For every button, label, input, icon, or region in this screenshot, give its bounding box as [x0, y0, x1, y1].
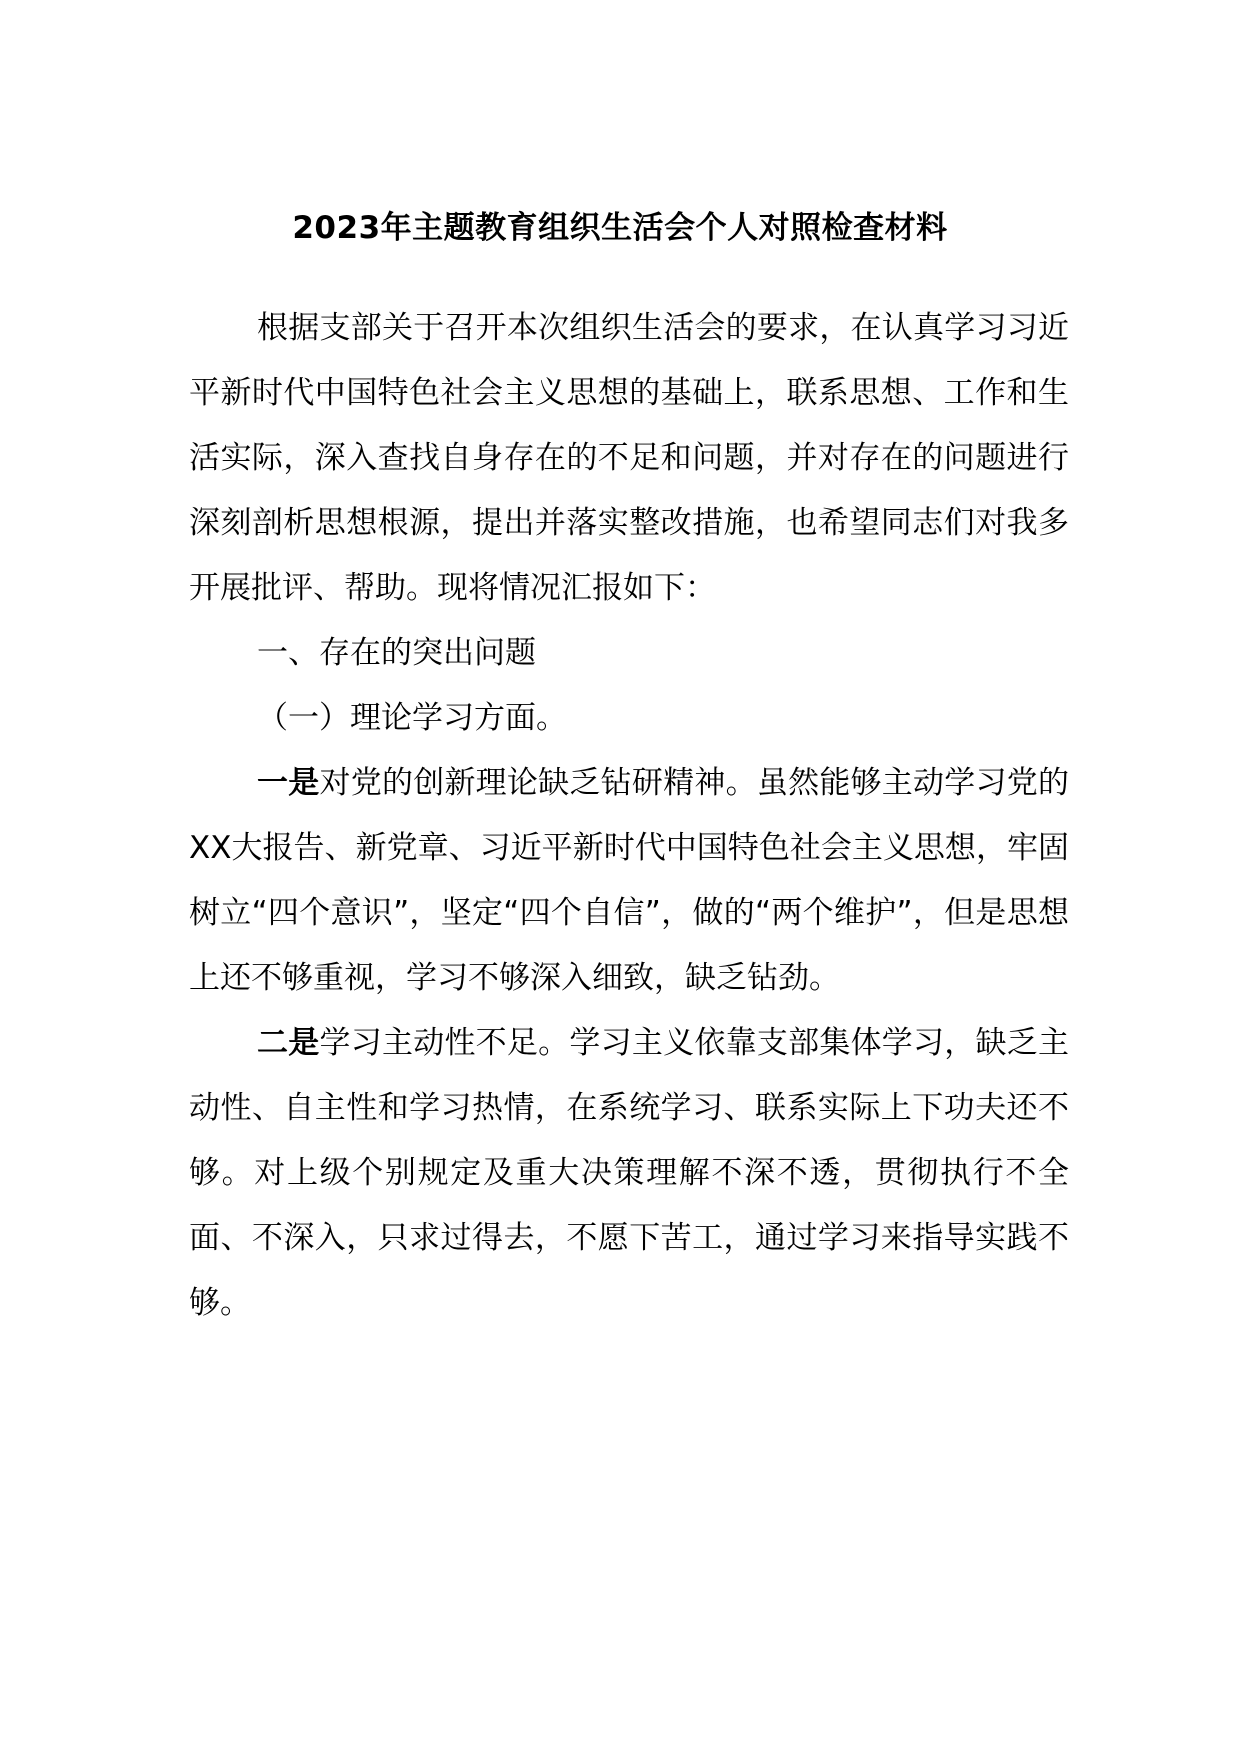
section-heading — [189, 621, 1069, 686]
paragraph-text: （一）理论学习方面。 — [257, 700, 567, 736]
subsection-heading — [189, 686, 1069, 751]
paragraph-text: 一、存在的突出问题 — [257, 635, 536, 671]
document-title: 2023年主题教育组织生活会个人对照检查材料 — [292, 210, 948, 246]
paragraph-text: 对党的创新理论缺乏钻研精神。虽然能够主动学习党的XX大报告、新党章、习近平新时代中国特色社会主义思想，牢固树立“四个意识”，坚定“四个自信”，做的“两个维护”，但是思想上还不够重视，学习不够深入细致，缺乏钻劲。 — [189, 765, 1070, 996]
paragraph-text: 根据支部关于召开本次组织生活会的要求，在认真学习习近平新时代中国特色社会主义思想的基础上，联系思想、工作和生活实际，深入查找自身存在的不足和问题，并对存在的问题进行深刻剖析思想根源，提出并落实整改措施，也希望同志们对我多开展批评、帮助。现将情况汇报如下： — [189, 310, 1069, 606]
paragraph-text: 学习主动性不足。学习主义依靠支部集体学习，缺乏主动性、自主性和学习热情，在系统学习、联系实际上下功夫还不够。对上级个别规定及重大决策理解不深不透，贯彻执行不全面、不深入，只求过得去，不愿下苦工，通过学习来指导实践不够。 — [189, 1025, 1070, 1321]
document-body — [189, 296, 1069, 1336]
paragraph-lead: 一是 — [257, 765, 320, 801]
paragraph-lead: 二是 — [257, 1025, 320, 1061]
intro-paragraph — [189, 296, 1069, 621]
problem-paragraph-1 — [189, 751, 1069, 1011]
problem-paragraph-2 — [189, 1011, 1069, 1336]
